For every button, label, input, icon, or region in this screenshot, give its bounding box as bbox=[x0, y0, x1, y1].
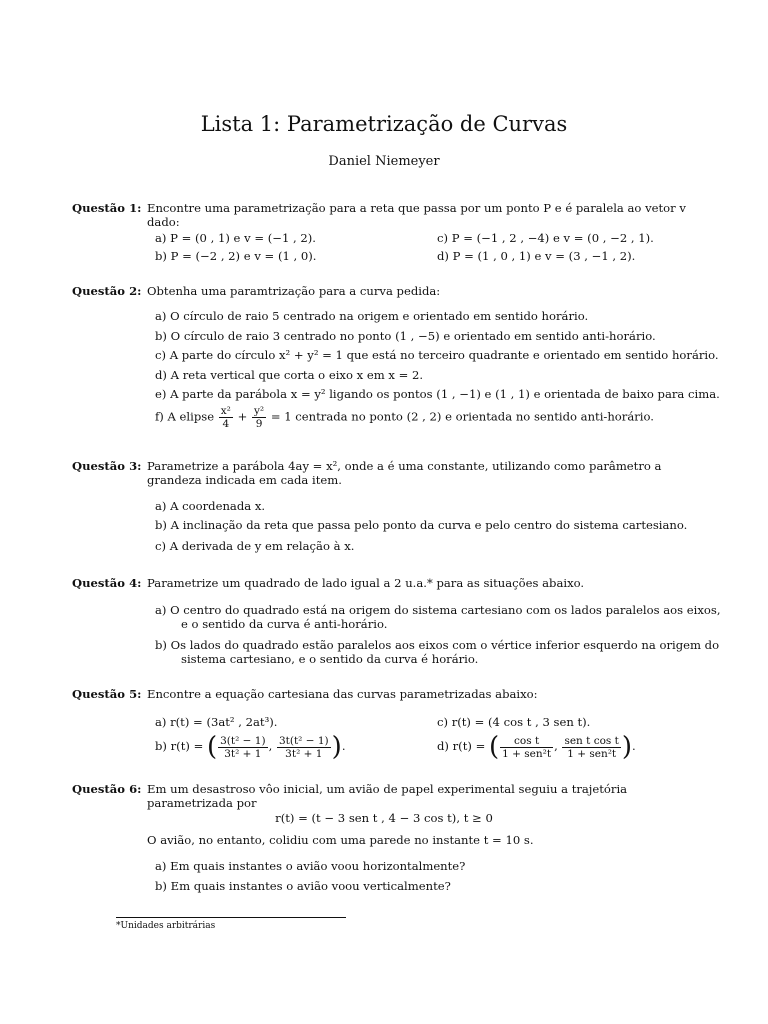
question-4 bbox=[72, 576, 698, 590]
fraction-b2: $\frac{\text{3t(t² − 1)}}{\text{3t² + 1}}$ bbox=[278, 734, 329, 760]
trajectory-equation: r(t) = (t − 3 sen t , 4 − 3 cos t), t ≥ 0 bbox=[275, 811, 493, 825]
question-5-item-b: b) r(t) = ( $\frac{\text{3(t² − 1)}}{\text{3t² + 1}}$ , $\frac{\text{3t(t² − 1)}}{\text{3t² + 1}}$ ). bbox=[155, 732, 346, 762]
footnote-rule bbox=[116, 917, 346, 918]
question-1-item-a: a) P = (0 , 1) e v = (−1 , 2). bbox=[155, 231, 316, 245]
question-1-item-c: c) P = (−1 , 2 , −4) e v = (0 , −2 , 1). bbox=[437, 231, 654, 245]
question-2-text: Obtenha uma paramtrização para a curva pedida: bbox=[147, 284, 441, 298]
question-5-item-a: a) r(t) = (3at² , 2at³). bbox=[155, 715, 278, 729]
page-title: Lista 1: Parametrização de Curvas bbox=[200, 112, 568, 136]
item-f-suffix: = 1 centrada no ponto (2 , 2) e orientada no sentido anti-horário. bbox=[270, 409, 654, 424]
question-2 bbox=[72, 284, 698, 298]
question-5-text: Encontre a equação cartesiana das curvas parametrizadas abaixo: bbox=[147, 687, 538, 701]
author-name: Daniel Niemeyer bbox=[328, 154, 440, 169]
question-1-item-d: d) P = (1 , 0 , 1) e v = (3 , −1 , 2). bbox=[437, 249, 636, 263]
fraction-y2-over-9: $\frac{\text{y²}}{9}$ bbox=[254, 405, 265, 430]
question-6-text: Em um desastroso vôo inicial, um avião de papel experimental seguiu a trajetória parametrizada por bbox=[147, 782, 628, 810]
question-4-text: Parametrize um quadrado de lado igual a 2 u.a.* para as situações abaixo. bbox=[147, 576, 585, 590]
question-6-item-b: b) Em quais instantes o avião voou verticalmente? bbox=[155, 879, 451, 893]
fraction-d1: $\frac{\text{cos t}}{\text{1 + sen²t}}$ bbox=[502, 734, 552, 760]
question-1-text: Encontre uma parametrização para a reta que passa por um ponto P e é paralela ao vetor v dado: bbox=[147, 201, 686, 229]
question-2-item-b: b) O círculo de raio 3 centrado no ponto (1 , −5) e orientado em sentido anti-horário. bbox=[155, 329, 656, 343]
question-6-label: Questão 6: bbox=[72, 782, 142, 796]
question-3-item-a: a) A coordenada x. bbox=[155, 499, 266, 513]
question-4-item-b: b) Os lados do quadrado estão paralelos aos eixos com o vértice inferior esquerdo na origem do sistema cartesiano, e o sentido da curva é horário. bbox=[155, 638, 720, 666]
question-5-item-d: d) r(t) = ( $\frac{\text{cos t}}{\text{1 + sen²t}}$ , $\frac{\text{sen t cos t}}{\text{1 + sen²t}}$ ). bbox=[437, 732, 636, 762]
question-3-label: Questão 3: bbox=[72, 459, 142, 473]
question-2-label: Questão 2: bbox=[72, 284, 142, 298]
question-5-label: Questão 5: bbox=[72, 687, 142, 701]
question-2-item-a: a) O círculo de raio 5 centrado na origem e orientado em sentido horário. bbox=[155, 309, 589, 323]
item-f-prefix: f) A elipse bbox=[155, 409, 215, 424]
question-1-label: Questão 1: bbox=[72, 201, 142, 215]
question-3-item-b: b) A inclinação da reta que passa pelo ponto da curva e pelo centro do sistema cartesiano. bbox=[155, 518, 688, 532]
fraction-b1: $\frac{\text{3(t² − 1)}}{\text{3t² + 1}}$ bbox=[220, 734, 266, 760]
question-1 bbox=[72, 201, 698, 229]
question-6 bbox=[72, 782, 698, 810]
question-5-item-c: c) r(t) = (4 cos t , 3 sen t). bbox=[437, 715, 591, 729]
question-4-item-a: a) O centro do quadrado está na origem do sistema cartesiano com os lados paralelos aos eixos, e o sentido da curva é anti-horário. bbox=[155, 603, 721, 631]
question-1-item-b: b) P = (−2 , 2) e v = (1 , 0). bbox=[155, 249, 317, 263]
footnote: *Unidades arbitrárias bbox=[116, 921, 216, 931]
question-6-after-text: O avião, no entanto, colidiu com uma parede no instante t = 10 s. bbox=[147, 833, 534, 847]
fraction-x2-over-4: $\frac{\text{x²}}{4}$ bbox=[220, 405, 231, 430]
question-3-item-c: c) A derivada de y em relação à x. bbox=[155, 539, 355, 553]
question-2-item-e: e) A parte da parábola x = y² ligando os pontos (1 , −1) e (1 , 1) e orientada de baixo para cima. bbox=[155, 387, 720, 401]
question-2-item-d: d) A reta vertical que corta o eixo x em x = 2. bbox=[155, 368, 424, 382]
question-3 bbox=[72, 459, 698, 487]
question-3-text: Parametrize a parábola 4ay = x², onde a é uma constante, utilizando como parâmetro a grandeza indicada em cada item. bbox=[147, 459, 662, 487]
question-6-item-a: a) Em quais instantes o avião voou horizontalmente? bbox=[155, 859, 466, 873]
question-5 bbox=[72, 687, 698, 701]
question-2-item-c: c) A parte do círculo x² + y² = 1 que está no terceiro quadrante e orientado em sentido horário. bbox=[155, 348, 719, 362]
question-2-item-f: f) A elipse $\frac{\text{x²}}{4}$ + $\frac{\text{y²}}{9}$ = 1 centrada no ponto (2 , 2) e orientada no sentido anti-horário. bbox=[155, 405, 654, 430]
fraction-d2: $\frac{\text{sen t cos t}}{\text{1 + sen²t}}$ bbox=[564, 734, 619, 760]
question-4-label: Questão 4: bbox=[72, 576, 142, 590]
